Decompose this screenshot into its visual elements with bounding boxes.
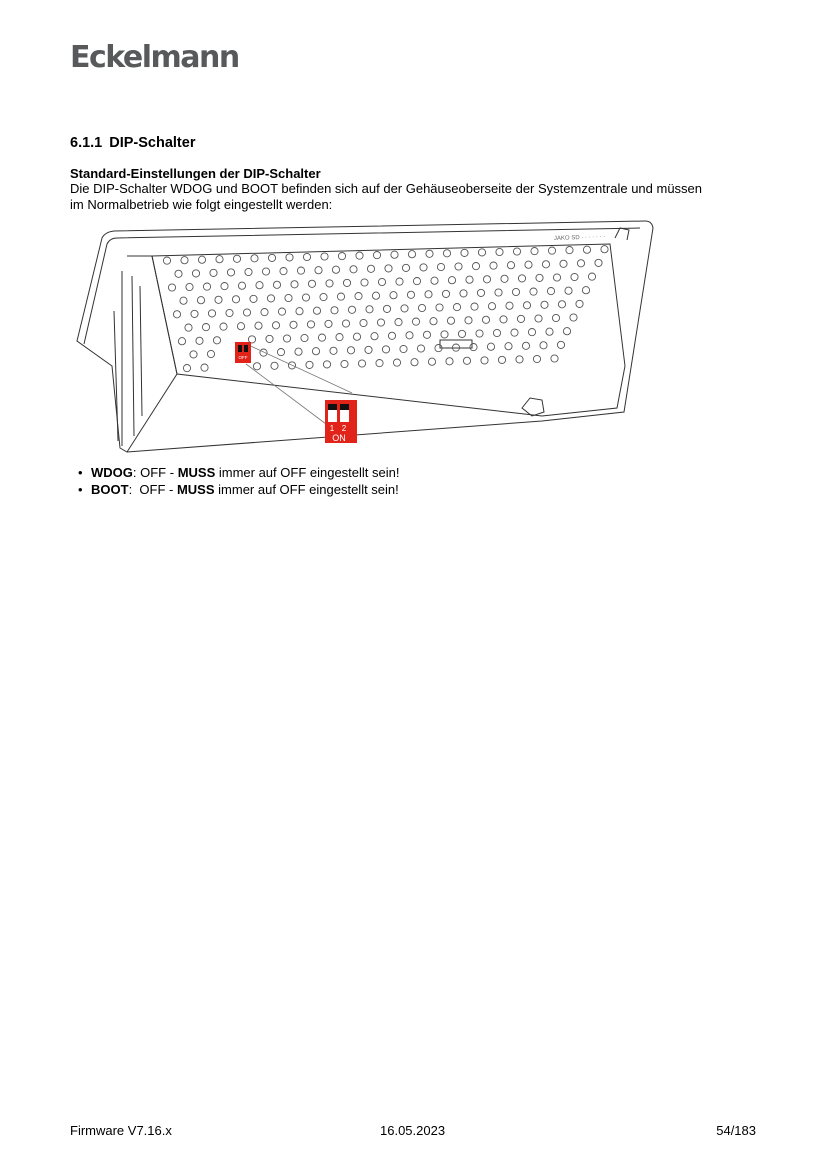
vent-hole [420,264,427,271]
vent-hole [512,288,519,295]
device-illustration [72,216,662,459]
vent-hole [391,251,398,258]
vent-hole [407,291,414,298]
vent-hole [441,331,448,338]
ventilation-holes [163,246,608,372]
vent-hole [173,311,180,318]
vent-hole [471,303,478,310]
bottom-clip [522,398,544,416]
vent-hole [541,301,548,308]
vent-hole [253,363,260,370]
vent-hole [331,307,338,314]
vent-hole [425,291,432,298]
vent-hole [385,265,392,272]
vent-hole [505,343,512,350]
vent-hole [232,296,239,303]
vent-hole [418,304,425,311]
vent-hole [260,349,267,356]
vent-hole [478,249,485,256]
bullet-icon: • [78,481,83,497]
vent-hole [495,289,502,296]
vent-hole [563,328,570,335]
vent-hole [245,268,252,275]
footer-date: 16.05.2023 [380,1123,446,1138]
vent-hole [321,253,328,260]
vent-hole [466,276,473,283]
vent-hole [338,253,345,260]
vent-hole [337,293,344,300]
vent-hole [342,320,349,327]
vent-hole [237,323,244,330]
vent-hole [388,332,395,339]
vent-hole [356,252,363,259]
vent-hole [175,270,182,277]
vent-hole [366,306,373,313]
vent-hole [320,293,327,300]
vent-hole [353,333,360,340]
side-ridge [132,276,134,436]
vent-hole [280,268,287,275]
vent-hole [226,309,233,316]
vent-hole [506,302,513,309]
switch-name: BOOT [91,481,129,497]
vent-hole [233,255,240,262]
vent-hole [286,254,293,261]
vent-hole [290,321,297,328]
vent-hole [436,304,443,311]
vent-hole [371,333,378,340]
subheading: Standard-Einstellungen der DIP-Schalter [70,166,321,181]
vent-hole [296,308,303,315]
vent-hole [372,292,379,299]
vent-hole [601,246,608,253]
must-keyword: MUSS [176,481,215,497]
intro-line: im Normalbetrieb wie folgt eingestellt werden: [70,197,333,212]
vent-hole [516,356,523,363]
small-off-label: OFF [238,355,248,360]
vent-hole [461,249,468,256]
vent-hole [498,356,505,363]
vent-hole [318,334,325,341]
vent-hole [417,345,424,352]
vent-hole [557,341,564,348]
vent-hole [291,281,298,288]
vent-hole [262,268,269,275]
vent-hole [348,306,355,313]
vent-hole [390,292,397,299]
vent-hole [500,316,507,323]
vent-hole [323,361,330,368]
vent-hole [238,282,245,289]
vent-hole [203,283,210,290]
switch-number-2: 2 [341,424,347,433]
vent-hole [313,307,320,314]
side-ridge [114,311,118,441]
vent-hole [283,335,290,342]
vent-hole [271,362,278,369]
vent-hole [350,266,357,273]
vent-hole [455,263,462,270]
switch-state: OFF [140,465,167,480]
vent-hole [548,247,555,254]
vent-hole [196,337,203,344]
vent-hole [373,252,380,259]
vent-hole [482,316,489,323]
vent-hole [588,273,595,280]
vent-hole [396,278,403,285]
vent-hole [168,284,175,291]
vent-hole [558,301,565,308]
vent-hole [186,283,193,290]
vent-hole [437,263,444,270]
intro-paragraph [70,181,770,213]
vent-hole [565,287,572,294]
vent-hole [542,261,549,268]
vent-hole [261,309,268,316]
vent-hole [367,265,374,272]
vent-hole [192,270,199,277]
vent-hole [208,310,215,317]
vent-hole [577,260,584,267]
vent-hole [460,290,467,297]
vent-hole [400,345,407,352]
vent-hole [267,295,274,302]
vent-hole [496,248,503,255]
vent-hole [518,275,525,282]
vent-hole [285,294,292,301]
vent-hole [470,344,477,351]
vent-hole [576,300,583,307]
vent-hole [393,359,400,366]
vent-hole [277,349,284,356]
vent-hole [295,348,302,355]
vent-hole [560,260,567,267]
switch-state: OFF [139,481,166,497]
vent-hole [278,308,285,315]
list-item: • BOOT: OFF - MUSS immer auf OFF eingestellt sein! [78,481,399,497]
vent-hole [463,357,470,364]
vent-hole [501,275,508,282]
vent-hole [336,334,343,341]
vent-hole [358,360,365,367]
vent-hole [481,357,488,364]
section-number: 6.1.1 [70,135,103,151]
vent-hole [215,296,222,303]
vent-hole [183,365,190,372]
vent-hole [198,256,205,263]
vent-hole [570,314,577,321]
vent-hole [426,250,433,257]
vent-hole [201,364,208,371]
vent-hole [488,303,495,310]
vent-hole [302,294,309,301]
vent-hole [511,329,518,336]
vent-hole [566,247,573,254]
vent-hole [266,335,273,342]
vent-hole [376,360,383,367]
section-heading [70,135,195,151]
vent-hole [443,250,450,257]
vent-hole [243,309,250,316]
vent-hole [361,279,368,286]
vent-hole [326,280,333,287]
vent-hole [178,338,185,345]
vent-hole [413,278,420,285]
vent-hole [185,324,192,331]
vent-hole [430,318,437,325]
vent-hole [522,342,529,349]
vent-hole [401,305,408,312]
housing-marking: JAKO SD · · · · · · · [553,234,606,242]
section-title: DIP-Schalter [109,135,196,151]
vent-hole [256,282,263,289]
vent-hole [536,274,543,281]
vent-hole [377,319,384,326]
vent-hole [332,266,339,273]
vent-hole [431,277,438,284]
vent-hole [458,330,465,337]
side-ridge [140,286,142,416]
vent-hole [595,259,602,266]
vent-hole [517,315,524,322]
intro-line: Die DIP-Schalter WDOG und BOOT befinden sich auf der Gehäuseoberseite der Systemzentrale und müssen [70,181,703,196]
vent-hole [213,337,220,344]
vent-hole [272,322,279,329]
vent-hole [453,304,460,311]
vent-hole [540,342,547,349]
vent-hole [207,350,214,357]
vent-hole [553,274,560,281]
vent-hole [411,359,418,366]
corner-clip [615,228,629,240]
vent-hole [552,314,559,321]
vent-hole [423,331,430,338]
vent-hole [303,253,310,260]
vent-hole [447,317,454,324]
footer-page-number: 54/183 [716,1123,756,1138]
vent-hole [191,310,198,317]
vent-hole [465,317,472,324]
vent-hole [402,264,409,271]
vent-hole [446,358,453,365]
list-item: • WDOG: OFF - MUSS immer auf OFF eingestellt sein! [78,465,400,480]
switch-name: WDOG [91,465,133,480]
must-keyword: MUSS [177,465,216,480]
vent-hole [528,329,535,336]
vent-hole [547,288,554,295]
vent-hole [297,267,304,274]
vent-hole [583,246,590,253]
vent-hole [582,287,589,294]
vent-hole [412,318,419,325]
vent-hole [428,358,435,365]
bullet-icon: • [78,465,83,480]
vent-hole [180,297,187,304]
vent-hole [525,261,532,268]
vent-hole [571,273,578,280]
dip-switch-zoom [325,400,357,443]
vent-hole [190,351,197,358]
vent-hole [531,248,538,255]
vent-hole [477,289,484,296]
company-logo: Eckelmann [70,40,239,75]
vent-hole [382,346,389,353]
vent-hole [448,277,455,284]
vent-hole [378,278,385,285]
vent-hole [530,288,537,295]
vent-hole [268,254,275,261]
leader-line [242,342,352,393]
footer-firmware: Firmware V7.16.x [70,1123,172,1138]
settings-list [78,465,399,498]
vent-hole [347,347,354,354]
vent-hole [227,269,234,276]
vent-hole [250,295,257,302]
vent-hole [360,319,367,326]
vent-hole [365,346,372,353]
vent-hole [406,332,413,339]
vent-hole [216,256,223,263]
vent-hole [408,251,415,258]
vent-hole [490,262,497,269]
dip-switch-small [235,342,251,363]
vent-hole [483,276,490,283]
vent-hole [493,329,500,336]
vent-hole [507,262,514,269]
vent-hole [181,257,188,264]
vent-hole [210,269,217,276]
vent-hole [197,297,204,304]
vent-hole [273,281,280,288]
vent-hole [476,330,483,337]
vent-hole [248,336,255,343]
vent-hole [472,263,479,270]
vent-hole [220,323,227,330]
vent-hole [355,293,362,300]
vent-hole [395,319,402,326]
vent-hole [487,343,494,350]
vent-hole [513,248,520,255]
vent-hole [341,360,348,367]
vent-hole [330,347,337,354]
vent-hole [202,324,209,331]
vent-hole [383,305,390,312]
vent-hole [533,355,540,362]
vent-hole [308,280,315,287]
vent-hole [306,361,313,368]
vent-hole [301,334,308,341]
leader-line [246,364,326,424]
vent-hole [251,255,258,262]
on-label: ON [332,433,346,443]
vent-hole [523,302,530,309]
vent-hole [325,320,332,327]
vent-hole [551,355,558,362]
vent-hole [307,321,314,328]
vent-hole [535,315,542,322]
vent-hole [312,348,319,355]
vent-hole [546,328,553,335]
vent-hole [442,290,449,297]
switch-number-1: 1 [329,424,335,433]
vent-hole [315,267,322,274]
vent-hole [255,322,262,329]
vent-hole [221,283,228,290]
vent-hole [163,257,170,264]
vent-hole [343,279,350,286]
